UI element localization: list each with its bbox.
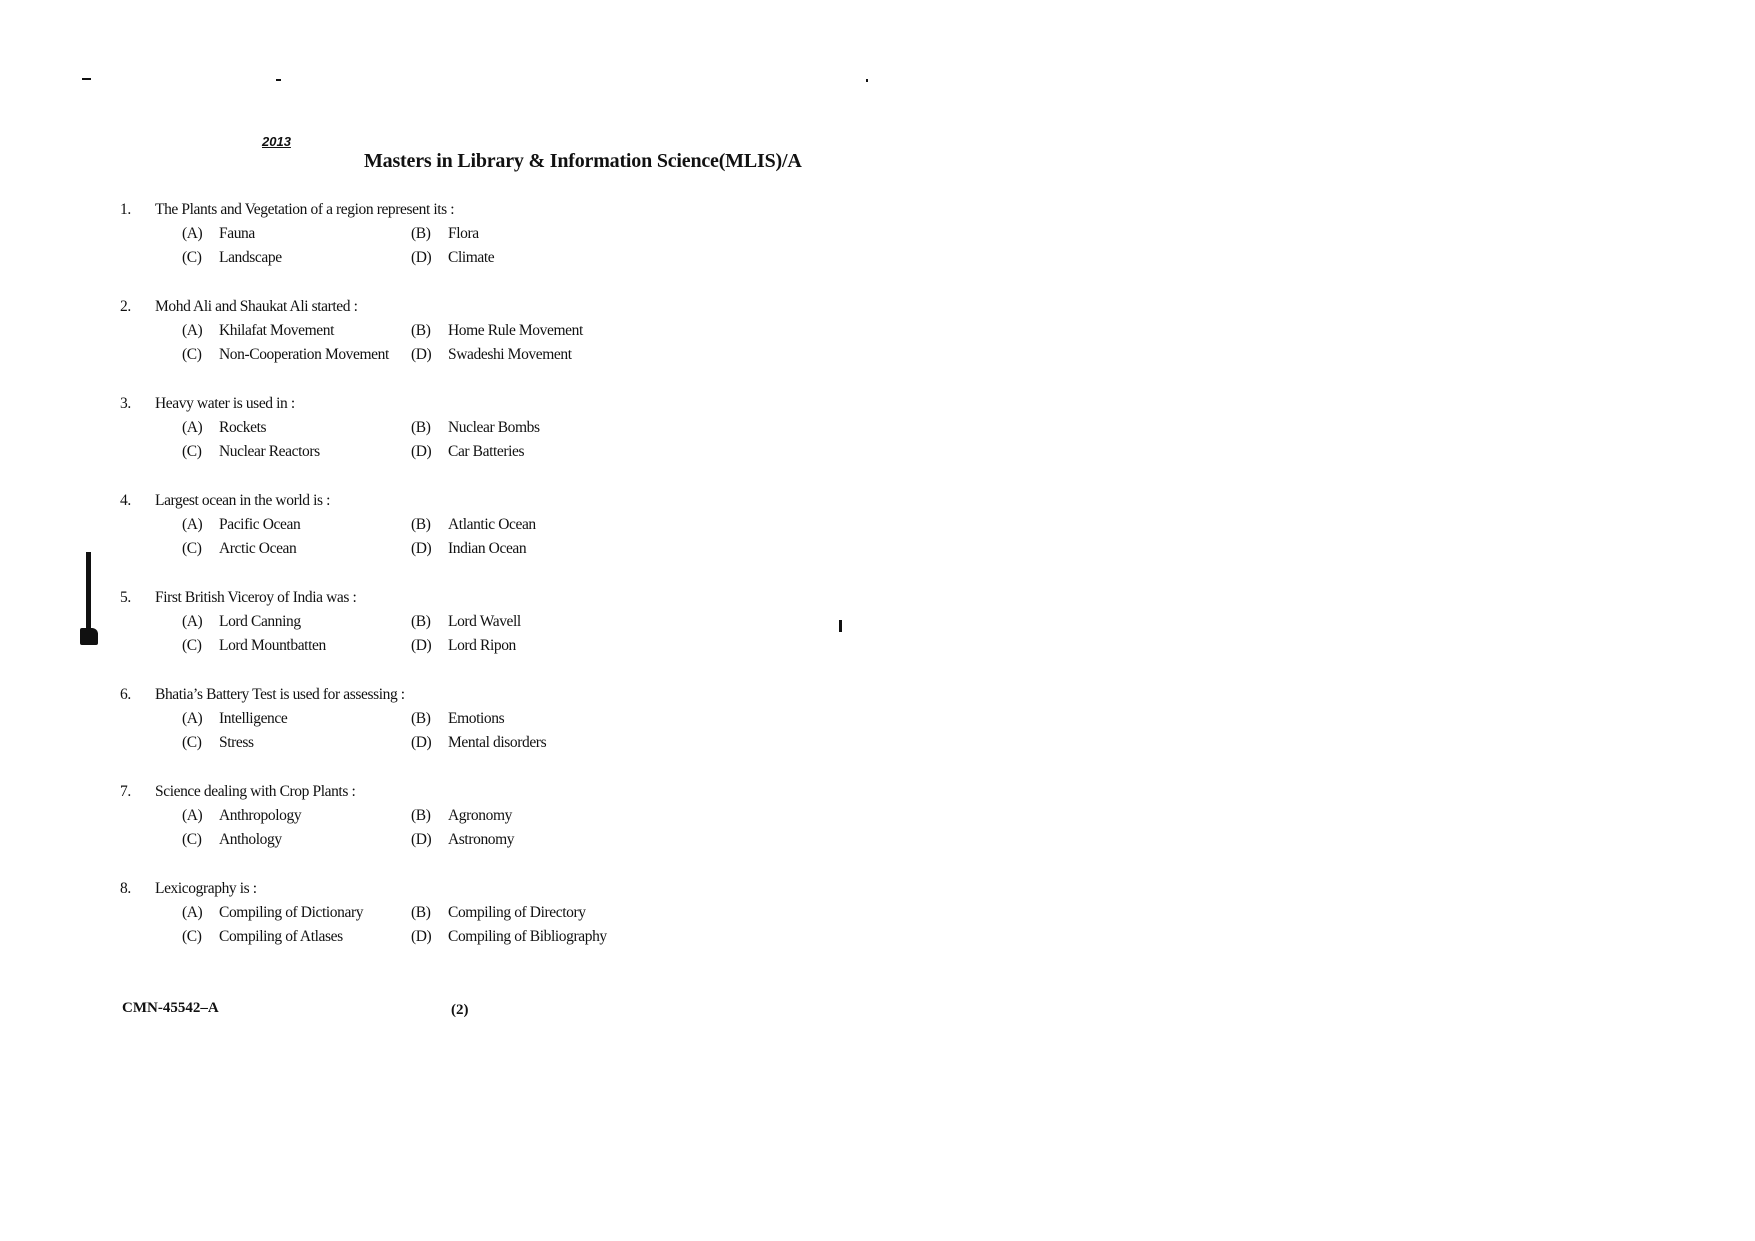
- option-b: (B) Home Rule Movement: [411, 322, 583, 339]
- question-text: Heavy water is used in :: [155, 395, 295, 412]
- option-a: (A) Intelligence: [182, 710, 288, 727]
- page-number: (2): [451, 1002, 469, 1018]
- option-d: (D) Mental disorders: [411, 734, 547, 751]
- option-c: (C) Landscape: [182, 249, 282, 266]
- scan-dot-mark: [866, 79, 868, 82]
- option-b: (B) Compiling of Directory: [411, 904, 586, 921]
- question-number: 7.: [120, 783, 131, 800]
- question-block: [120, 683, 640, 755]
- option-a: (A) Rockets: [182, 419, 267, 436]
- option-c: (C) Non-Cooperation Movement: [182, 346, 389, 363]
- option-a: (A) Lord Canning: [182, 613, 301, 630]
- question-block: [120, 780, 640, 852]
- option-c: (C) Nuclear Reactors: [182, 443, 320, 460]
- option-d: (D) Compiling of Bibliography: [411, 928, 607, 945]
- question-text: Largest ocean in the world is :: [155, 492, 330, 509]
- question-number: 4.: [120, 492, 131, 509]
- question-text: Mohd Ali and Shaukat Ali started :: [155, 298, 358, 315]
- option-c: (C) Anthology: [182, 831, 282, 848]
- option-c: (C) Arctic Ocean: [182, 540, 297, 557]
- option-d: (D) Indian Ocean: [411, 540, 527, 557]
- question-number: 2.: [120, 298, 131, 315]
- question-text: First British Viceroy of India was :: [155, 589, 357, 606]
- question-text: The Plants and Vegetation of a region represent its :: [155, 201, 455, 218]
- question-number: 8.: [120, 880, 131, 897]
- scan-margin-blob: [80, 628, 98, 645]
- scan-dash-mark: [82, 78, 91, 80]
- option-a: (A) Anthropology: [182, 807, 302, 824]
- question-text: Science dealing with Crop Plants :: [155, 783, 356, 800]
- question-block: [120, 489, 640, 561]
- question-number: 5.: [120, 589, 131, 606]
- option-b: (B) Atlantic Ocean: [411, 516, 536, 533]
- scan-side-mark: [839, 620, 842, 632]
- option-d: (D) Climate: [411, 249, 495, 266]
- question-number: 1.: [120, 201, 131, 218]
- option-a: (A) Compiling of Dictionary: [182, 904, 364, 921]
- question-block: [120, 198, 640, 270]
- question-block: [120, 392, 640, 464]
- option-a: (A) Khilafat Movement: [182, 322, 335, 339]
- option-b: (B) Emotions: [411, 710, 505, 727]
- option-d: (D) Astronomy: [411, 831, 515, 848]
- option-d: (D) Lord Ripon: [411, 637, 516, 654]
- paper-code: CMN-45542–A: [122, 1000, 219, 1016]
- question-text: Lexicography is :: [155, 880, 257, 897]
- exam-year: 2013: [262, 134, 291, 149]
- question-number: 3.: [120, 395, 131, 412]
- scan-dot-mark: [276, 79, 281, 81]
- option-d: (D) Car Batteries: [411, 443, 525, 460]
- option-a: (A) Fauna: [182, 225, 255, 242]
- option-b: (B) Nuclear Bombs: [411, 419, 540, 436]
- question-block: [120, 877, 640, 949]
- option-c: (C) Lord Mountbatten: [182, 637, 326, 654]
- option-b: (B) Flora: [411, 225, 479, 242]
- question-text: Bhatia’s Battery Test is used for assessing :: [155, 686, 405, 703]
- option-c: (C) Compiling of Atlases: [182, 928, 343, 945]
- scan-margin-bar: [86, 552, 91, 634]
- option-b: (B) Agronomy: [411, 807, 512, 824]
- exam-title: Masters in Library & Information Science(MLIS)/A: [364, 150, 802, 172]
- option-b: (B) Lord Wavell: [411, 613, 521, 630]
- option-c: (C) Stress: [182, 734, 254, 751]
- question-number: 6.: [120, 686, 131, 703]
- option-a: (A) Pacific Ocean: [182, 516, 301, 533]
- question-block: [120, 295, 640, 367]
- option-d: (D) Swadeshi Movement: [411, 346, 572, 363]
- question-block: [120, 586, 640, 658]
